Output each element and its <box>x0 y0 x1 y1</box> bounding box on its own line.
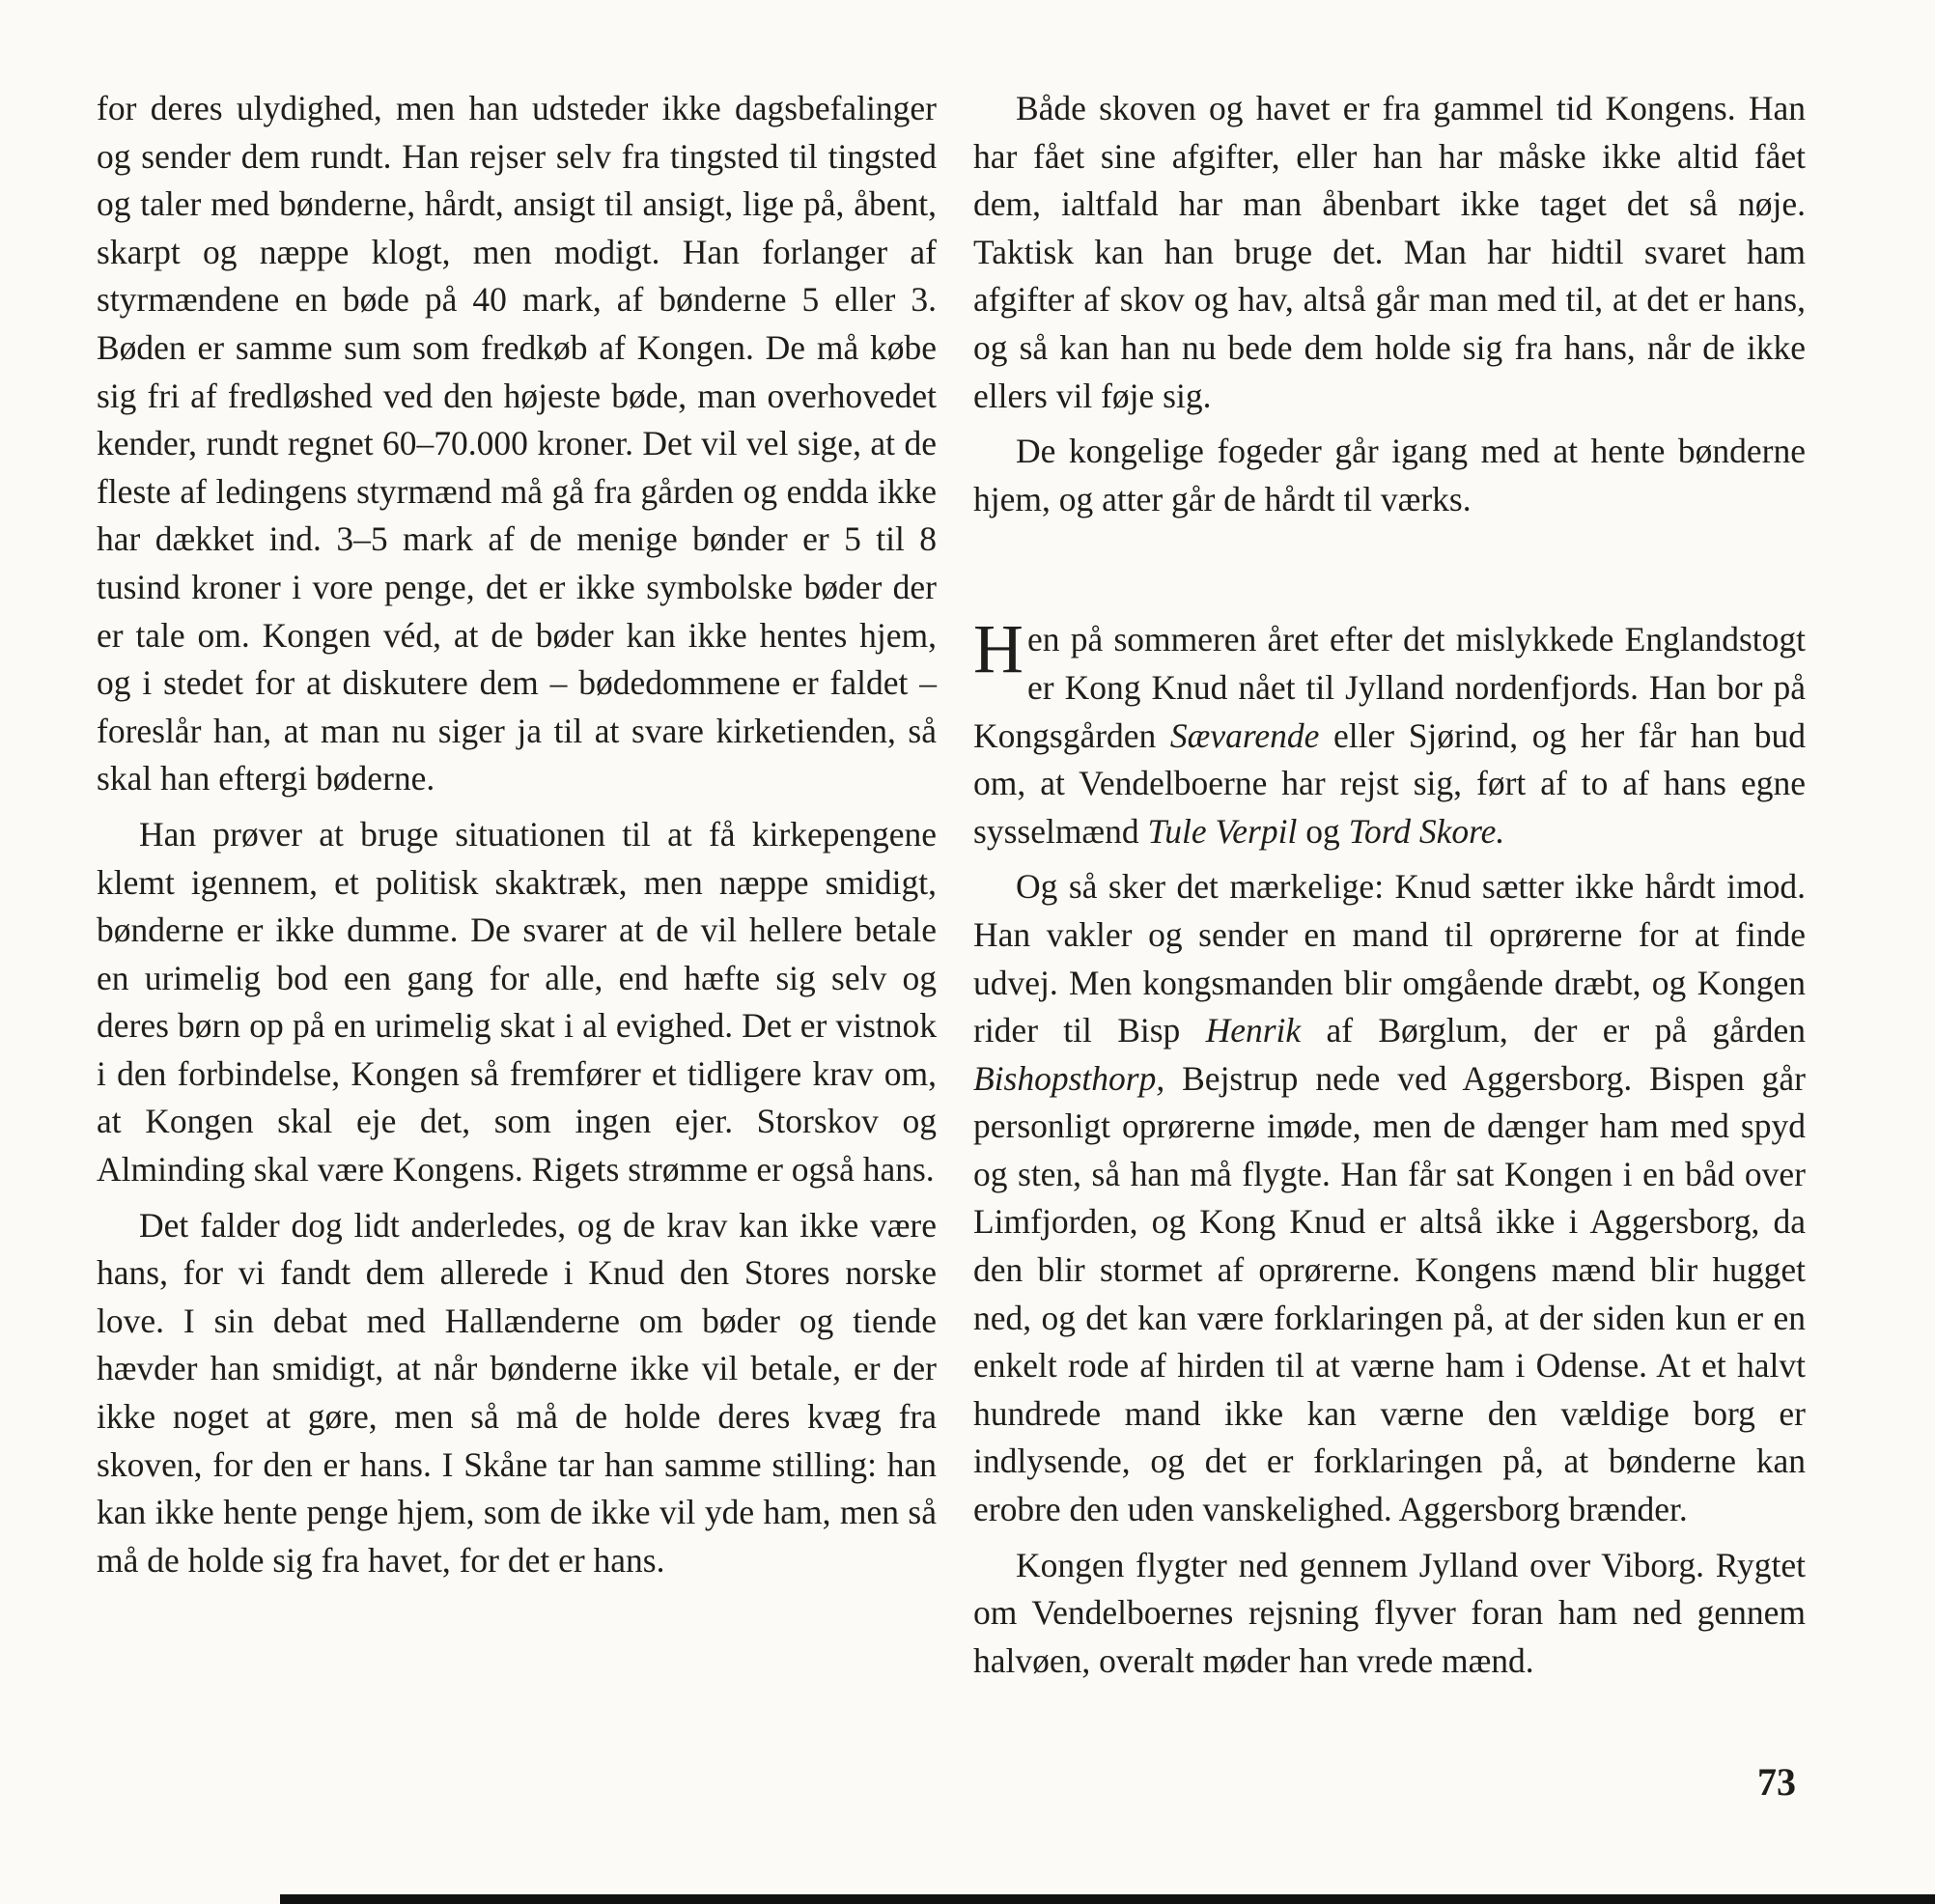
right-paragraph-1: Både skoven og havet er fra gammel tid Kongens. Han har fået sine afgifter, eller han har måske ikke altid fået dem, ialtfald har man åbenbart ikke taget det så nøje. Taktisk kan han bruge det. Man har hidtil svaret ham afgifter af skov og hav, altså går man med til, at det er hans, og så kan han nu bede dem holde sig fra hans, når de ikke ellers vil føje sig. <box>973 89 1806 415</box>
place-name: Bishopsthorp, <box>973 1058 1165 1098</box>
text-run: en på sommeren året efter det mislykkede Englandstogt er Kong Knud nået til Jylland nordenfjords. Han bor på Kongsgården <box>973 620 1806 755</box>
section-break <box>973 531 1806 616</box>
left-column <box>97 85 937 1592</box>
person-name: Henrik <box>1205 1011 1302 1050</box>
page-number: 73 <box>1757 1760 1796 1804</box>
text-run: eller Sjørind, og her får han bud om, at Vendelboerne har rejst sig, ført af to af hans egne sysselmænd <box>973 715 1806 851</box>
place-name: Sævarende <box>1169 715 1320 755</box>
bottom-rule <box>280 1894 1935 1904</box>
text-run: Bejstrup nede ved Aggersborg. Bispen går personligt oprørerne imøde, men de dænger ham med spyd og sten, så han må flygte. Han får sat Kongen i en båd over Limfjorden, og Kong Knud er altså ikke i Aggersborg, da den blir stormet af oprørerne. Kongens mænd blir hugget ned, og det kan være forklaringen på, at der siden kun er en enkelt rode af hirden til at værne ham i Odense. At et halvt hundrede mand ikke kan værne den vældige borg er indlysende, og det er forklaringen på, at bønderne kan erobre den uden vanskelighed. Aggersborg brænder. <box>973 1058 1806 1529</box>
left-paragraph-2: Han prøver at bruge situationen til at få kirkepengene klemt igennem, et politisk skaktræk, men næppe smidigt, bønderne er ikke dumme. De svarer at de vil hellere betale en urimelig bod een gang for alle, end hæfte sig selv og deres børn op på en urimelig skat i al evighed. Det er vistnok i den forbindelse, Kongen så fremfører et tidligere krav om, at Kongen skal eje det, som ingen ejer. Storskov og Alminding skal være Kongens. Rigets strømme er også hans. <box>97 814 937 1190</box>
person-name: Tord Skore. <box>1348 811 1505 851</box>
right-paragraph-5: Kongen flygter ned gennem Jylland over Viborg. Rygtet om Vendelboernes rejsning flyver foran ham ned gennem halvøen, overalt møder han vrede mænd. <box>973 1545 1806 1680</box>
right-paragraph-4 <box>973 863 1806 1533</box>
right-paragraph-3 <box>973 610 1806 855</box>
person-name: Tule Verpil <box>1147 811 1298 851</box>
right-column <box>973 85 1806 1693</box>
left-paragraph-3: Det falder dog lidt anderledes, og de krav kan ikke være hans, for vi fandt dem allerede i Knud den Stores norske love. I sin debat med Hallænderne om bøder og tiende hævder han smidigt, at når bønderne ikke vil betale, er der ikke noget at gøre, men så må de holde deres kvæg fra skoven, for den er hans. I Skåne tar han samme stilling: han kan ikke hente penge hjem, som de ikke vil yde ham, men så må de holde sig fra havet, for det er hans. <box>97 1205 937 1580</box>
drop-cap: H <box>973 610 1024 688</box>
text-run: og <box>1297 811 1349 851</box>
text-run: Og så sker det mærkelige: Knud sætter ikke hårdt imod. Han vakler og sender en mand til oprørerne for at finde udvej. Men kongsmanden blir omgående dræbt, og Kongen rider til Bisp <box>973 867 1806 1050</box>
text-run: af Børglum, der er på gården <box>1301 1011 1806 1050</box>
left-paragraph-1: for deres ulydighed, men han udsteder ikke dagsbefalinger og sender dem rundt. Han rejser selv fra tingsted til tingsted og taler med bønderne, hårdt, ansigt til ansigt, lige på, åbent, skarpt og næppe klogt, men modigt. Han forlanger af styrmændene en bøde på 40 mark, af bønderne 5 eller 3. Bøden er samme sum som fredkøb af Kongen. De må købe sig fri af fredløshed ved den højeste bøde, man overhovedet kender, rundt regnet 60–70.000 kroner. Det vil vel sige, at de fleste af ledingens styrmænd må gå fra gården og endda ikke har dækket ind. 3–5 mark af de menige bønder er 5 til 8 tusind kroner i vore penge, det er ikke symbolske bøder der er tale om. Kongen véd, at de bøder kan ikke hentes hjem, og i stedet for at diskutere dem – bødedommene er faldet – foreslår han, at man nu siger ja til at svare kirketienden, så skal han eftergi bøderne. <box>97 89 937 798</box>
right-paragraph-2: De kongelige fogeder går igang med at hente bønderne hjem, og atter går de hårdt til værks. <box>973 432 1806 518</box>
